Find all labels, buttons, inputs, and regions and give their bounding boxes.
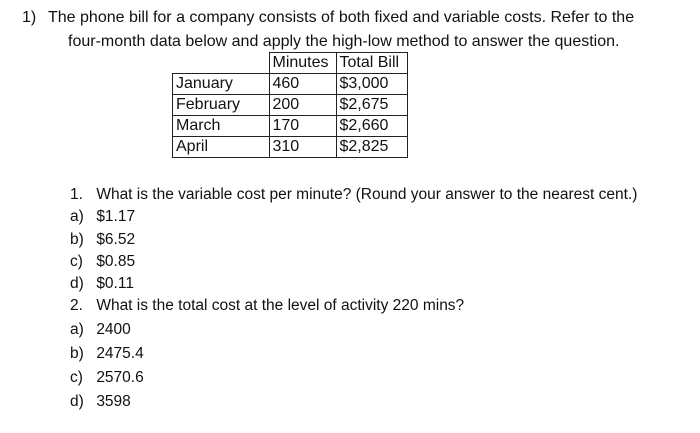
problem-text-line-2: four-month data below and apply the high-low method to answer the question. — [68, 33, 620, 50]
table-row — [173, 137, 408, 158]
problem-text-line-1: The phone bill for a company consists of both fixed and variable costs. Refer to the — [48, 9, 635, 26]
option-label: d) — [70, 275, 84, 293]
option-label: a) — [70, 320, 84, 338]
table-header-blank — [173, 53, 270, 74]
question-number: 2. — [70, 297, 83, 315]
question-1-option-a — [70, 206, 690, 228]
table-cell-bill: $2,660 — [336, 116, 407, 137]
option-label: d) — [70, 392, 84, 410]
option-label: c) — [70, 368, 83, 386]
table-cell-minutes: 310 — [269, 137, 336, 158]
problem-number: 1) — [22, 9, 37, 26]
table-cell-bill: $2,675 — [336, 95, 407, 116]
option-text: $6.52 — [96, 230, 136, 248]
table-cell-bill: $2,825 — [336, 137, 407, 158]
question-2-option-d — [70, 390, 690, 414]
question-text: What is the total cost at the level of activity 220 mins? — [96, 297, 465, 315]
option-label: c) — [70, 252, 83, 270]
option-text: 2570.6 — [96, 368, 144, 386]
question-1-option-c — [70, 251, 690, 273]
table-header-minutes: Minutes — [269, 53, 336, 74]
table-row — [173, 74, 408, 95]
table-cell-month: February — [173, 95, 270, 116]
table-cell-minutes: 200 — [269, 95, 336, 116]
table-cell-month: March — [173, 116, 270, 137]
question-text: What is the variable cost per minute? (Round your answer to the nearest cent.) — [96, 186, 638, 203]
table-cell-month: April — [173, 137, 270, 158]
option-text: $0.85 — [96, 252, 136, 270]
question-2-option-c — [70, 366, 690, 390]
question-number: 1. — [70, 186, 83, 203]
table-cell-minutes: 170 — [269, 116, 336, 137]
question-1-option-d — [70, 273, 690, 295]
table-cell-bill: $3,000 — [336, 74, 407, 95]
option-text: 2475.4 — [96, 344, 144, 362]
option-text: 2400 — [96, 320, 131, 338]
table-header-total-bill: Total Bill — [336, 53, 407, 74]
question-2-option-b — [70, 342, 690, 366]
option-label: a) — [70, 208, 84, 226]
option-label: b) — [70, 344, 84, 362]
option-label: b) — [70, 230, 84, 248]
table-row — [173, 95, 408, 116]
questions-list — [70, 184, 690, 414]
table-cell-month: January — [173, 74, 270, 95]
question-1-option-b — [70, 229, 690, 251]
question-1 — [70, 184, 690, 206]
option-text: $1.17 — [96, 208, 136, 226]
question-2-option-a — [70, 318, 690, 342]
option-text: $0.11 — [96, 275, 134, 293]
table-row — [173, 116, 408, 137]
question-2 — [70, 295, 690, 317]
option-text: 3598 — [96, 392, 131, 410]
table-header-row — [173, 53, 408, 74]
phone-bill-table — [172, 52, 408, 158]
problem-statement — [22, 6, 682, 54]
table-cell-minutes: 460 — [269, 74, 336, 95]
problem-line-1 — [22, 6, 682, 30]
